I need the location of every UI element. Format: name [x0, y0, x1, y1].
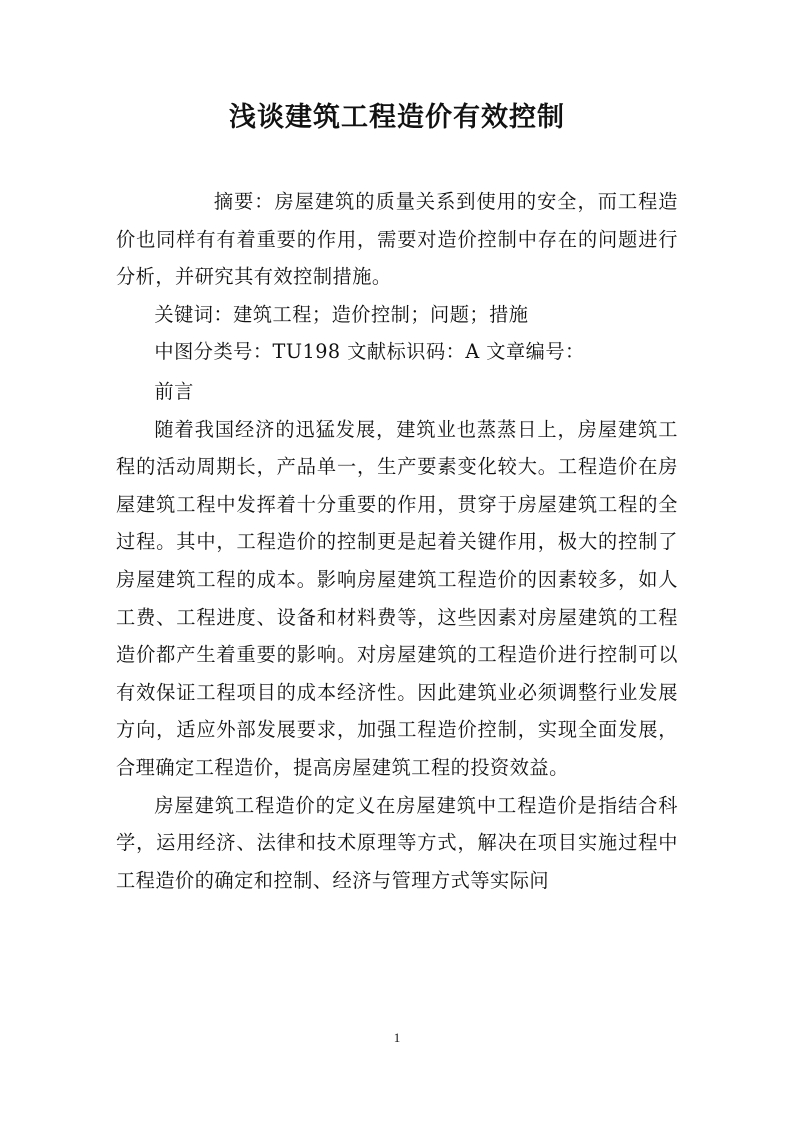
- document-body: [116, 183, 678, 899]
- foreword-heading: 前言: [154, 379, 194, 403]
- body-paragraph: 房屋建筑工程造价的定义在房屋建筑中工程造价是指结合科学，运用经济、法律和技术原理等方式，解决在项目实施过程中工程造价的确定和控制、经济与管理方式等实际问: [116, 793, 678, 892]
- body-paragraph: 随着我国经济的迅猛发展，建筑业也蒸蒸日上，房屋建筑工程的活动周期长，产品单一，生产要素变化较大。工程造价在房屋建筑工程中发挥着十分重要的作用，贯穿于房屋建筑工程的全过程。其中，工程造价的控制更是起着关键作用，极大的控制了房屋建筑工程的成本。影响房屋建筑工程造价的因素较多，如人工费、工程进度、设备和材料费等，这些因素对房屋建筑的工程造价都产生着重要的影响。对房屋建筑的工程造价进行控制可以有效保证工程项目的成本经济性。因此建筑业必须调整行业发展方向，适应外部发展要求，加强工程造价控制，实现全面发展，合理确定工程造价，提高房屋建筑工程的投资效益。: [116, 417, 678, 779]
- document-title: 浅谈建筑工程造价有效控制: [229, 102, 565, 133]
- classification-line: 中图分类号：TU198 文献标识码：A 文章编号：: [154, 340, 585, 364]
- keywords-line: 关键词：建筑工程；造价控制；问题；措施: [154, 302, 529, 326]
- page-number: 1: [393, 1030, 401, 1045]
- abstract-paragraph: 摘要：房屋建筑的质量关系到使用的安全，而工程造价也同样有有着重要的作用，需要对造价控制中存在的问题进行分析，并研究其有效控制措施。: [116, 190, 678, 289]
